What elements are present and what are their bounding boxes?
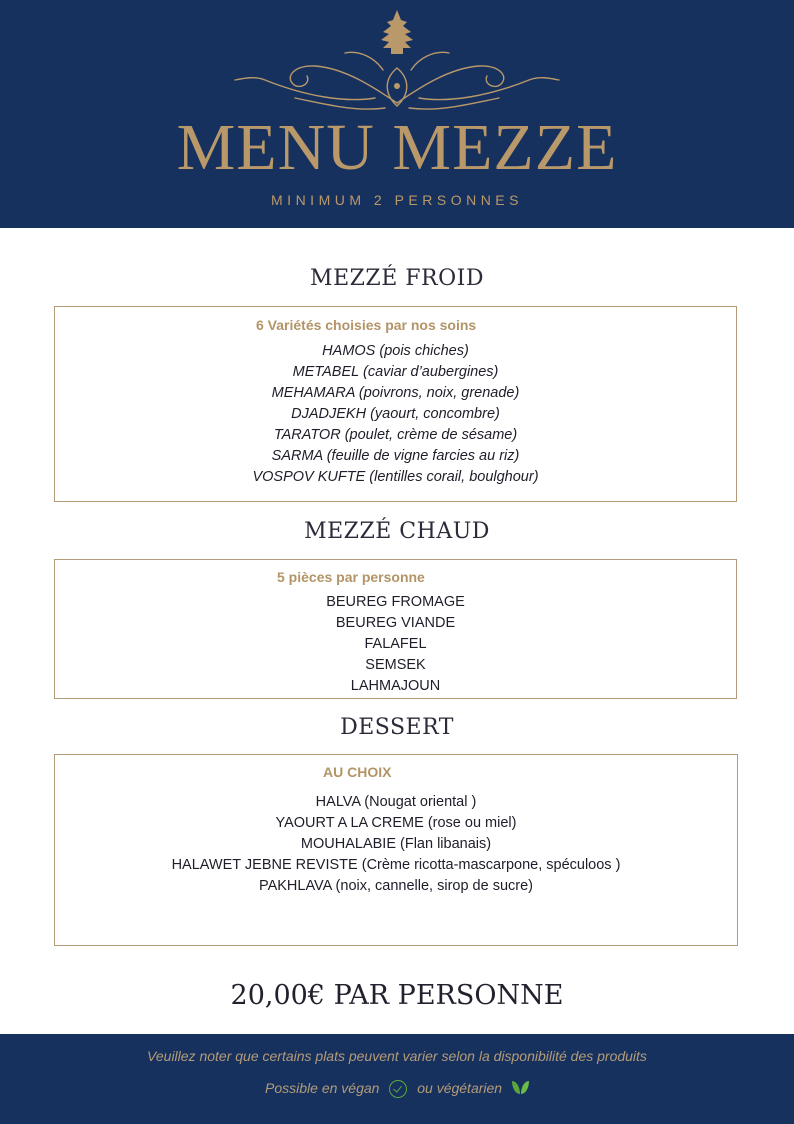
diet-prefix: Possible en végan	[265, 1080, 380, 1096]
price-label: 20,00€ PAR PERSONNE	[230, 980, 564, 1011]
diet-middle: ou végétarien	[417, 1080, 503, 1096]
list-item: VOSPOV KUFTE (lentilles corail, boulghour)	[252, 469, 539, 485]
diet-note	[0, 1080, 794, 1098]
item-list-froid	[55, 341, 736, 488]
list-item: HAMOS (pois chiches)	[322, 343, 469, 359]
list-item: BEUREG VIANDE	[335, 615, 456, 631]
list-item: HALVA (Nougat oriental )	[315, 794, 477, 810]
list-item: PAKHLAVA (noix, cannelle, sirop de sucre)	[258, 878, 534, 894]
list-item: YAOURT A LA CREME (rose ou miel)	[275, 815, 517, 831]
list-item: TARATOR (poulet, crème de sésame)	[273, 427, 518, 443]
list-item: SARMA (feuille de vigne farcies au riz)	[271, 448, 520, 464]
list-item: FALAFEL	[364, 636, 427, 652]
footer-banner	[0, 1034, 794, 1124]
menu-subtitle: MINIMUM 2 PERSONNES	[271, 192, 523, 208]
item-list-dessert	[55, 792, 737, 897]
menu-title: MENU MEZZE	[176, 111, 618, 184]
list-item: BEUREG FROMAGE	[326, 594, 465, 610]
leaf-icon	[512, 1081, 529, 1097]
list-item: MEHAMARA (poivrons, noix, grenade)	[271, 385, 520, 401]
section-title-dessert: DESSERT	[340, 715, 454, 740]
section-box-chaud	[54, 559, 737, 699]
list-item: LAHMAJOUN	[350, 678, 441, 694]
header-banner	[0, 0, 794, 228]
vegan-badge-icon	[389, 1080, 407, 1098]
list-item: METABEL (caviar d’aubergines)	[292, 364, 499, 380]
section-box-dessert	[54, 754, 738, 946]
list-item: HALAWET JEBNE REVISTE (Crème ricotta-mascarpone, spéculoos )	[171, 857, 621, 873]
section-subtitle-chaud: 5 pièces par personne	[277, 569, 425, 585]
section-subtitle-froid: 6 Variétés choisies par nos soins	[256, 317, 477, 333]
list-item: SEMSEK	[365, 657, 426, 673]
ornate-crest-icon	[225, 8, 569, 118]
section-title-froid: MEZZÉ FROID	[310, 266, 484, 291]
section-title-chaud: MEZZÉ CHAUD	[304, 519, 490, 544]
section-subtitle-dessert: AU CHOIX	[323, 764, 392, 780]
availability-note: Veuillez noter que certains plats peuvent varier selon la disponibilité des produits	[147, 1048, 647, 1064]
list-item: MOUHALABIE (Flan libanais)	[300, 836, 492, 852]
list-item: DJADJEKH (yaourt, concombre)	[291, 406, 500, 422]
item-list-chaud	[55, 592, 736, 697]
section-box-froid	[54, 306, 737, 502]
